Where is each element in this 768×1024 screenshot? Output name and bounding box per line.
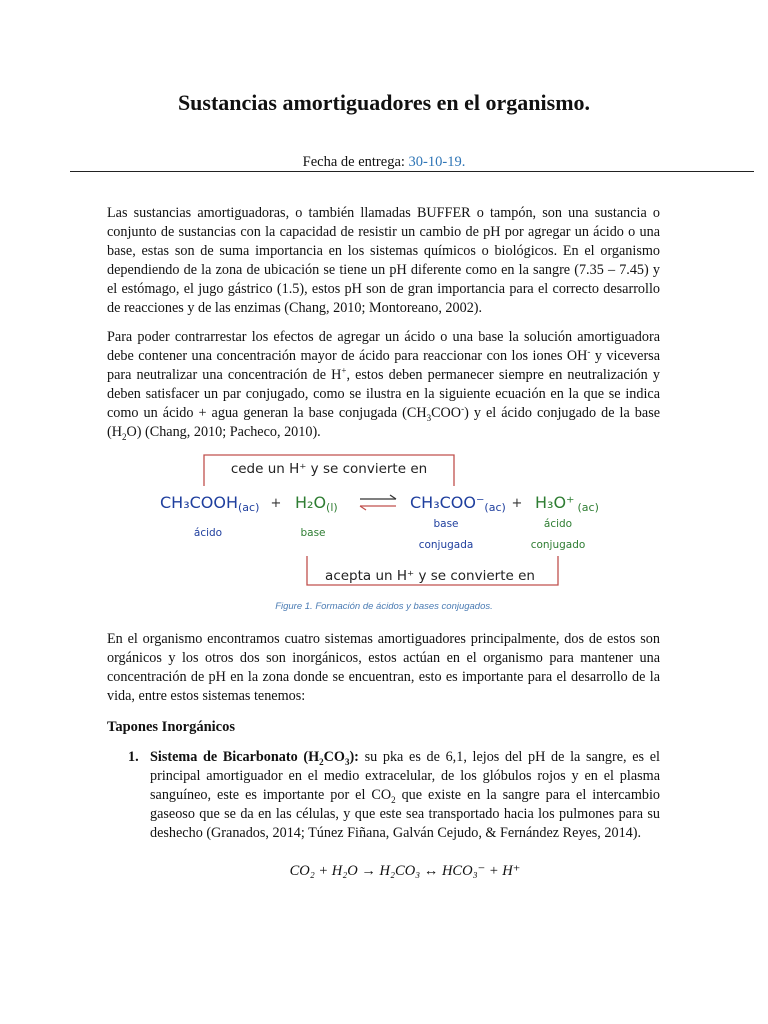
paragraph-buffer: Para poder contrarrestar los efectos de agregar un ácido o una base la solución amortiguadora debe contener una concentración mayor de ácido para reaccionar con los iones OH- y viceversa para neutralizar una concentración de H+, estos deben permanecer siempre en neutralización y deben satisfacer un par conjugado, como se ilustra en la siguiente ecuación en la que se indica como un ácido + agua generan la base conjugada $(CH_3COO^-)$ y el ácido conjugado de la base $(H_2O)$ (Chang, 2010; Pacheco, 2010).: [107, 329, 661, 442]
conjugate-acid-label-1: ácido: [543, 518, 573, 530]
header-divider: [70, 171, 754, 172]
acid-role-label: ácido: [193, 527, 223, 539]
species-acetic-acid: CH₃COOH(ac): [160, 493, 260, 514]
paragraph-intro: Las sustancias amortiguadoras, o también llamadas BUFFER o tampón, son una sustancia o conjunto de sustancias con la capacidad de resistir un cambio de pH por agregar un ácido o una base, estas son de suma importancia en los sistemas químicos o biológicos. En el organismo dependiendo de la zona de ubicación se tiene un pH diferente como en la sangre (7.35 – 7.45) y el estómago, el jugo gástrico (1.5), estos pH son de gran importancia para el correcto desarrollo de reacciones y de las enzimas (Chang, 2010; Montoreano, 2002).: [107, 205, 660, 316]
top-bracket-label: cede un H⁺ y se convierte en: [230, 461, 428, 477]
conjugate-pair-figure: [150, 450, 620, 595]
species-hydronium: H₃O⁺ (ac): [535, 493, 599, 514]
conjugate-acid-label-2: conjugado: [530, 539, 586, 551]
date-label: Fecha de entrega:: [302, 154, 405, 170]
plus-sign-1: +: [270, 496, 282, 511]
conjugate-base-label-2: conjugada: [418, 539, 474, 551]
bottom-bracket-label: acepta un H⁺ y se convierte en: [325, 568, 535, 584]
plus-sign-2: +: [511, 496, 523, 511]
list-item-bicarbonate: 1. Sistema de Bicarbonato $(H_2CO_3)$: su pka es de 6,1, lejos del pH de la sangre, es el principal amortiguador en el medio extracelular, de los glóbulos rojos y en el plasma sanguíneo, este es importante por el $CO_2$ que existe en la sangre para el intercambio gaseoso que se da en las células, y que este sea transportado hacia los pulmones para su deshecho (Granados, 2014; Túnez Fiñana, Galván Cejudo, & Fernández Reyes, 2014).: [128, 749, 660, 841]
conjugate-base-label-1: base: [433, 518, 459, 530]
species-water: H₂O(l): [295, 493, 338, 514]
date-value: 30-10-19.: [408, 154, 466, 170]
figure-caption: Figure 1. Formación de ácidos y bases conjugados.: [275, 601, 493, 612]
list-number: 1.: [128, 749, 139, 765]
page-title: Sustancias amortiguadores en el organismo.: [177, 90, 591, 115]
paragraph-systems: En el organismo encontramos cuatro sistemas amortiguadores principalmente, dos de estos son orgánicos y los otros dos son inorgánicos, estos actúan en el organismo para mantener una concentración de pH en la zona donde se encuentran, esto es importante para el desarrollo de la vida, entre estos sistemas tenemos:: [107, 631, 660, 704]
species-acetate: CH₃COO⁻(ac): [410, 493, 506, 514]
bicarbonate-equation: CO₂ + H₂O → H₂CO₃ ↔ HCO₃⁻ + H⁺: [289, 863, 521, 879]
section-heading: Tapones Inorgánicos: [107, 719, 235, 735]
delivery-date: [0, 154, 768, 171]
base-role-label: base: [300, 527, 326, 539]
equilibrium-arrows: [360, 495, 396, 510]
reaction-diagram: [150, 450, 620, 595]
